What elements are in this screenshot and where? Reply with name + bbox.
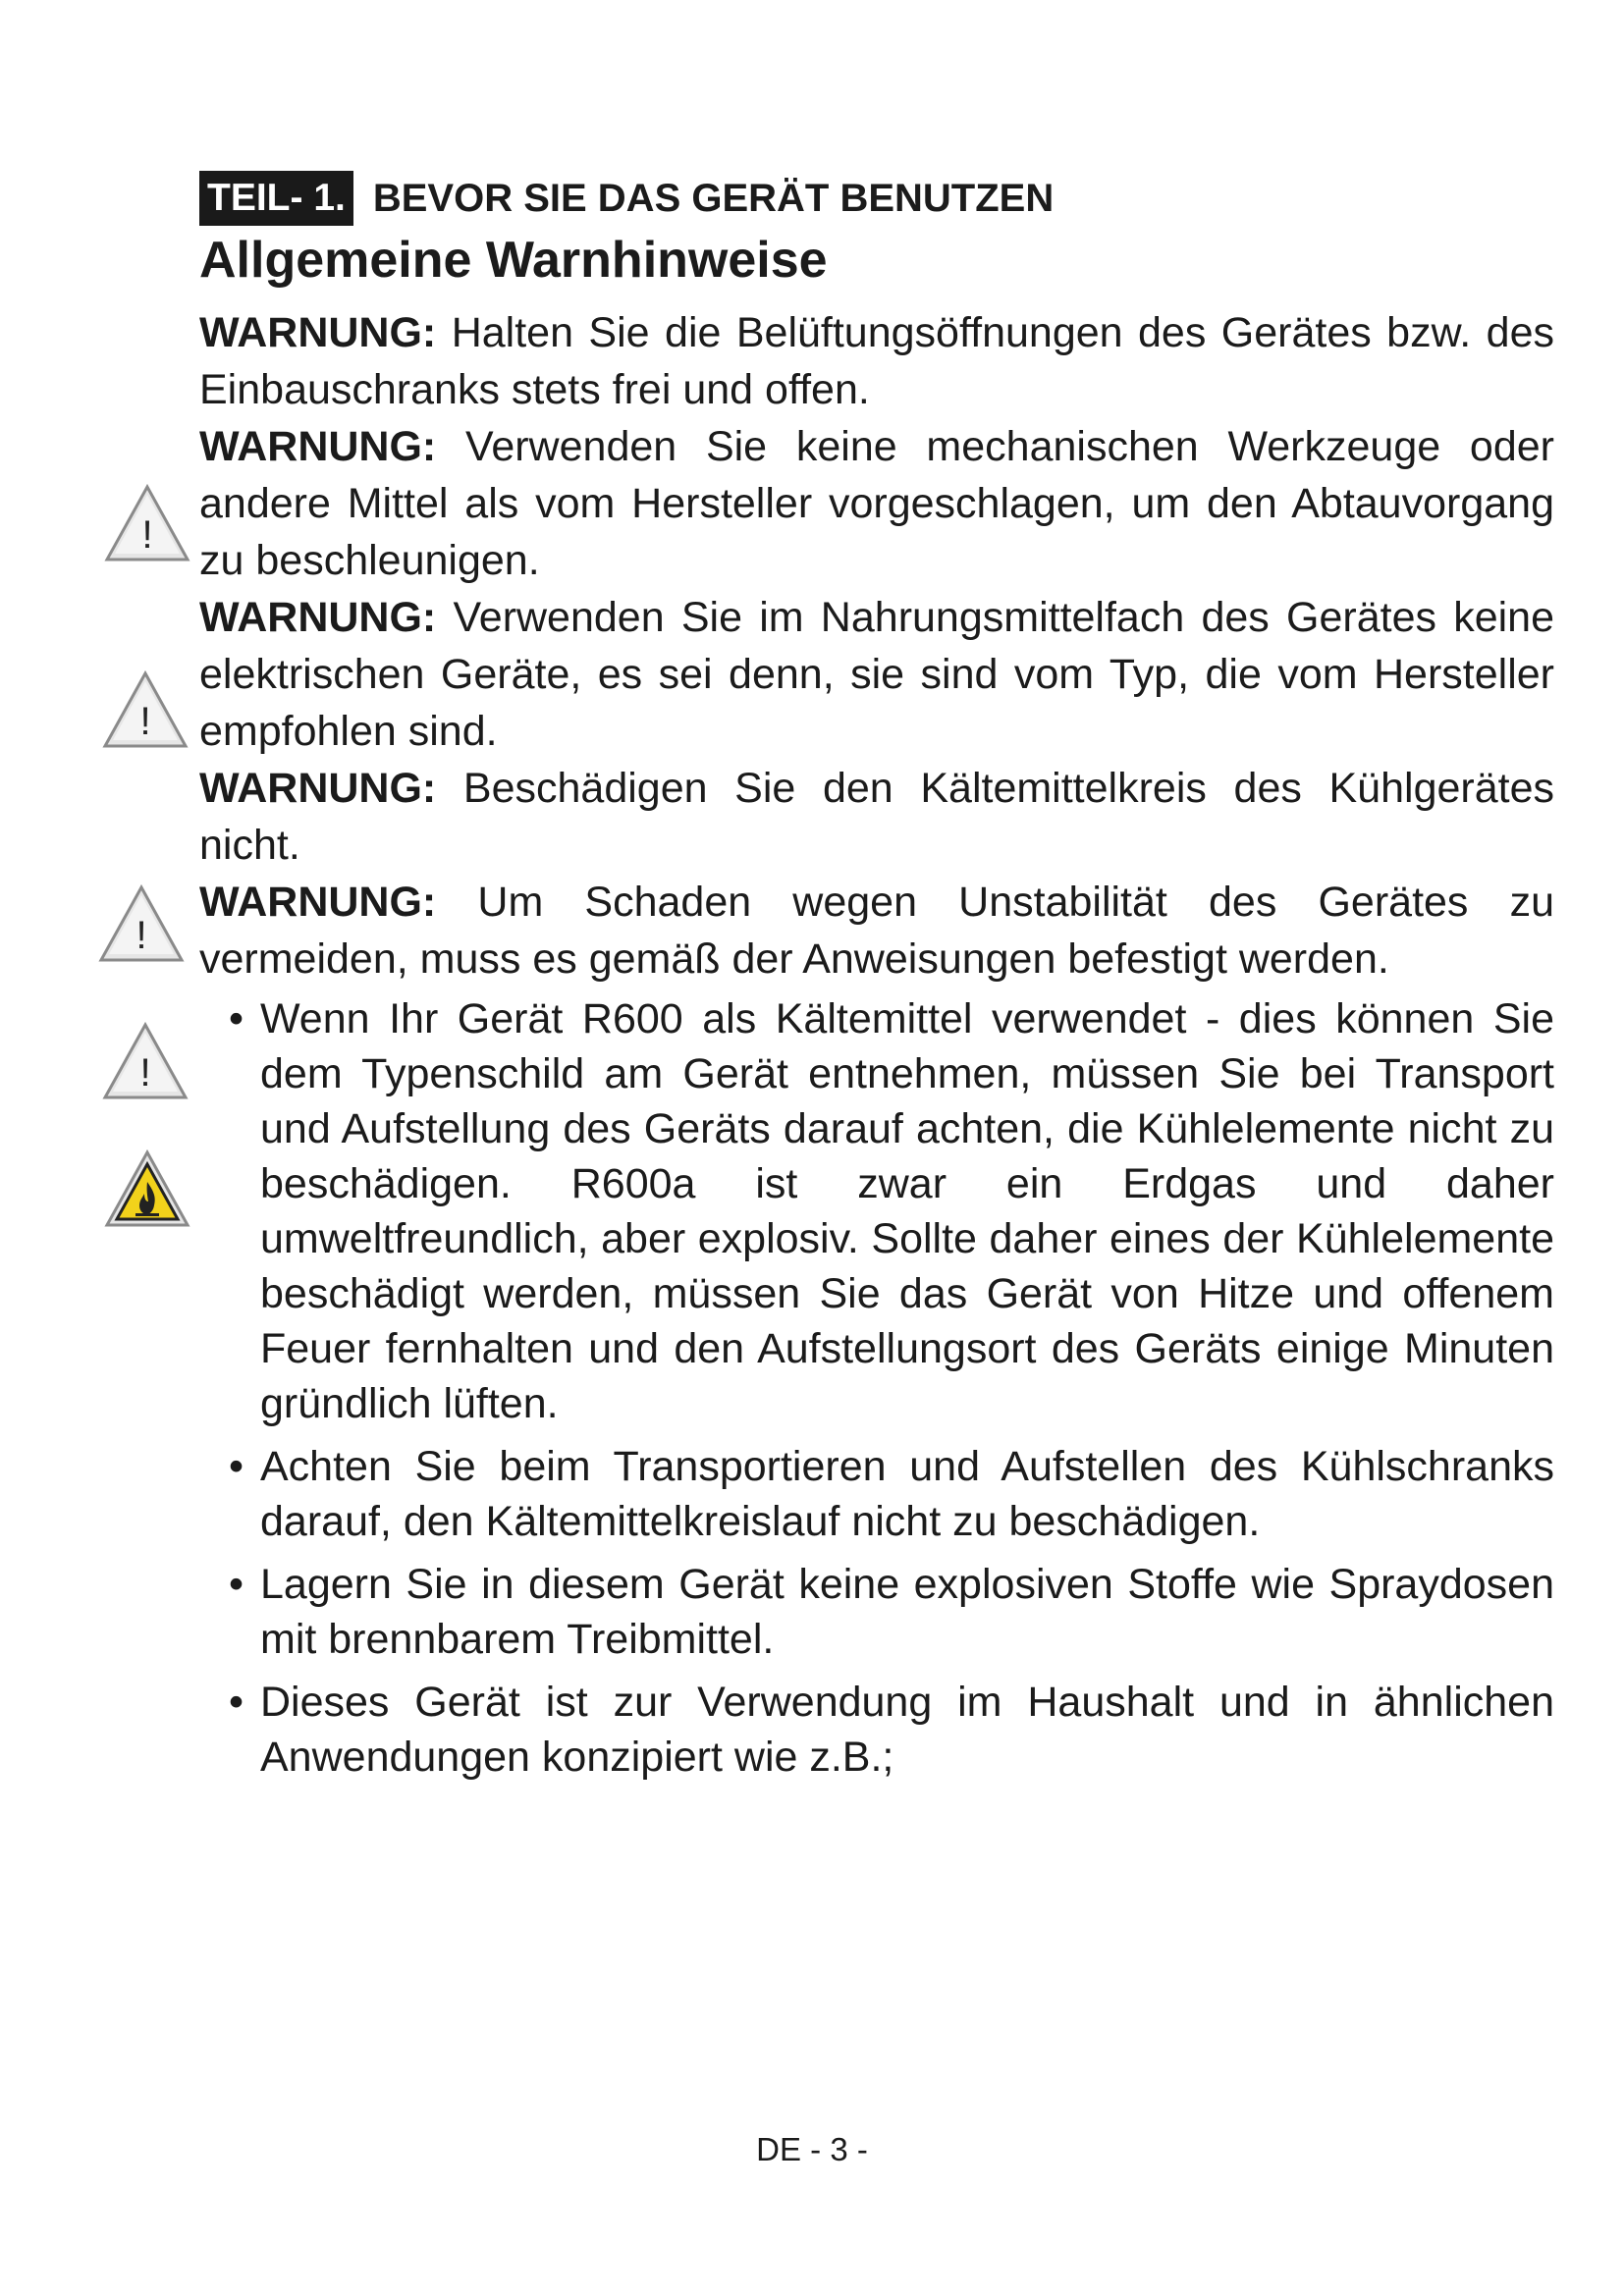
bullet-marker: • — [229, 1679, 244, 1726]
page-number: DE - 3 - — [756, 2131, 868, 2167]
warning-triangle-icon — [101, 1021, 189, 1101]
warning-triangle-icon — [101, 669, 189, 750]
warnings-content — [199, 304, 1554, 1792]
bullet-marker: • — [229, 995, 244, 1042]
warning-text: Halten Sie die Belüftungsöffnungen des Gerätes bzw. des Einbauschranks stets frei und offen. — [199, 309, 1554, 413]
list-item-text: Lagern Sie in diesem Gerät keine explosiven Stoffe wie Spraydosen mit brennbarem Treibmittel. — [260, 1561, 1554, 1663]
bullet-marker: • — [229, 1443, 244, 1490]
flammable-warning-icon — [103, 1148, 191, 1229]
list-item — [199, 1439, 1554, 1549]
warning-label: WARNUNG: — [199, 765, 437, 812]
warning-triangle-icon — [97, 883, 186, 964]
warning-text: Verwenden Sie keine mechanischen Werkzeuge oder andere Mittel als vom Hersteller vorgeschlagen, um den Abtauvorgang zu beschleunigen. — [199, 423, 1554, 584]
warning-paragraph — [199, 589, 1554, 760]
list-item-text: Achten Sie beim Transportieren und Aufstellen des Kühlschranks darauf, den Kältemittelkreislauf nicht zu beschädigen. — [260, 1443, 1554, 1545]
warning-text: Beschädigen Sie den Kältemittelkreis des Kühlgerätes nicht. — [199, 765, 1554, 869]
list-item-text: Dieses Gerät ist zur Verwendung im Haushalt und in ähnlichen Anwendungen konzipiert wie z.B.; — [260, 1679, 1554, 1781]
warning-triangle-icon — [103, 483, 191, 563]
bullet-marker: • — [229, 1561, 244, 1608]
warning-paragraph — [199, 304, 1554, 418]
list-item — [199, 1675, 1554, 1785]
warning-symbol-text: ! — [135, 914, 147, 957]
part-badge: TEIL- 1. — [199, 171, 353, 226]
warning-symbol-text: ! — [139, 1051, 151, 1095]
warning-label: WARNUNG: — [199, 594, 437, 641]
warning-label: WARNUNG: — [199, 879, 437, 926]
warning-paragraph — [199, 874, 1554, 988]
page-subtitle: Allgemeine Warnhinweise — [199, 232, 828, 289]
warning-label: WARNUNG: — [199, 309, 437, 356]
warning-paragraph — [199, 760, 1554, 874]
warning-paragraph — [199, 418, 1554, 589]
warning-symbol-text: ! — [139, 700, 151, 743]
warning-text: Verwenden Sie im Nahrungsmittelfach des Gerätes keine elektrischen Geräte, es sei denn, sie sind vom Typ, die vom Hersteller empfohlen sind. — [199, 594, 1554, 755]
warning-symbol-text: ! — [141, 513, 153, 557]
warning-label: WARNUNG: — [199, 423, 437, 470]
list-item — [199, 991, 1554, 1431]
list-item — [199, 1557, 1554, 1667]
section-header — [199, 171, 1054, 226]
part-title: BEVOR SIE DAS GERÄT BENUTZEN — [372, 177, 1055, 220]
warning-text: Um Schaden wegen Unstabilität des Gerätes zu vermeiden, muss es gemäß der Anweisungen befestigt werden. — [199, 879, 1554, 983]
list-item-text: Wenn Ihr Gerät R600 als Kältemittel verwendet - dies können Sie dem Typenschild am Gerät entnehmen, müssen Sie bei Transport und Aufstellung des Geräts darauf achten, die Kühlelemente nicht zu beschädigen. R600a ist zwar ein Erdgas und daher umweltfreundlich, aber explosiv. Sollte daher eines der Kühlelemente beschädigt werden, müssen Sie das Gerät von Hitze und offenem Feuer fernhalten und den Aufstellungsort des Geräts einige Minuten gründlich lüften. — [260, 995, 1554, 1427]
bullet-list — [199, 991, 1554, 1785]
